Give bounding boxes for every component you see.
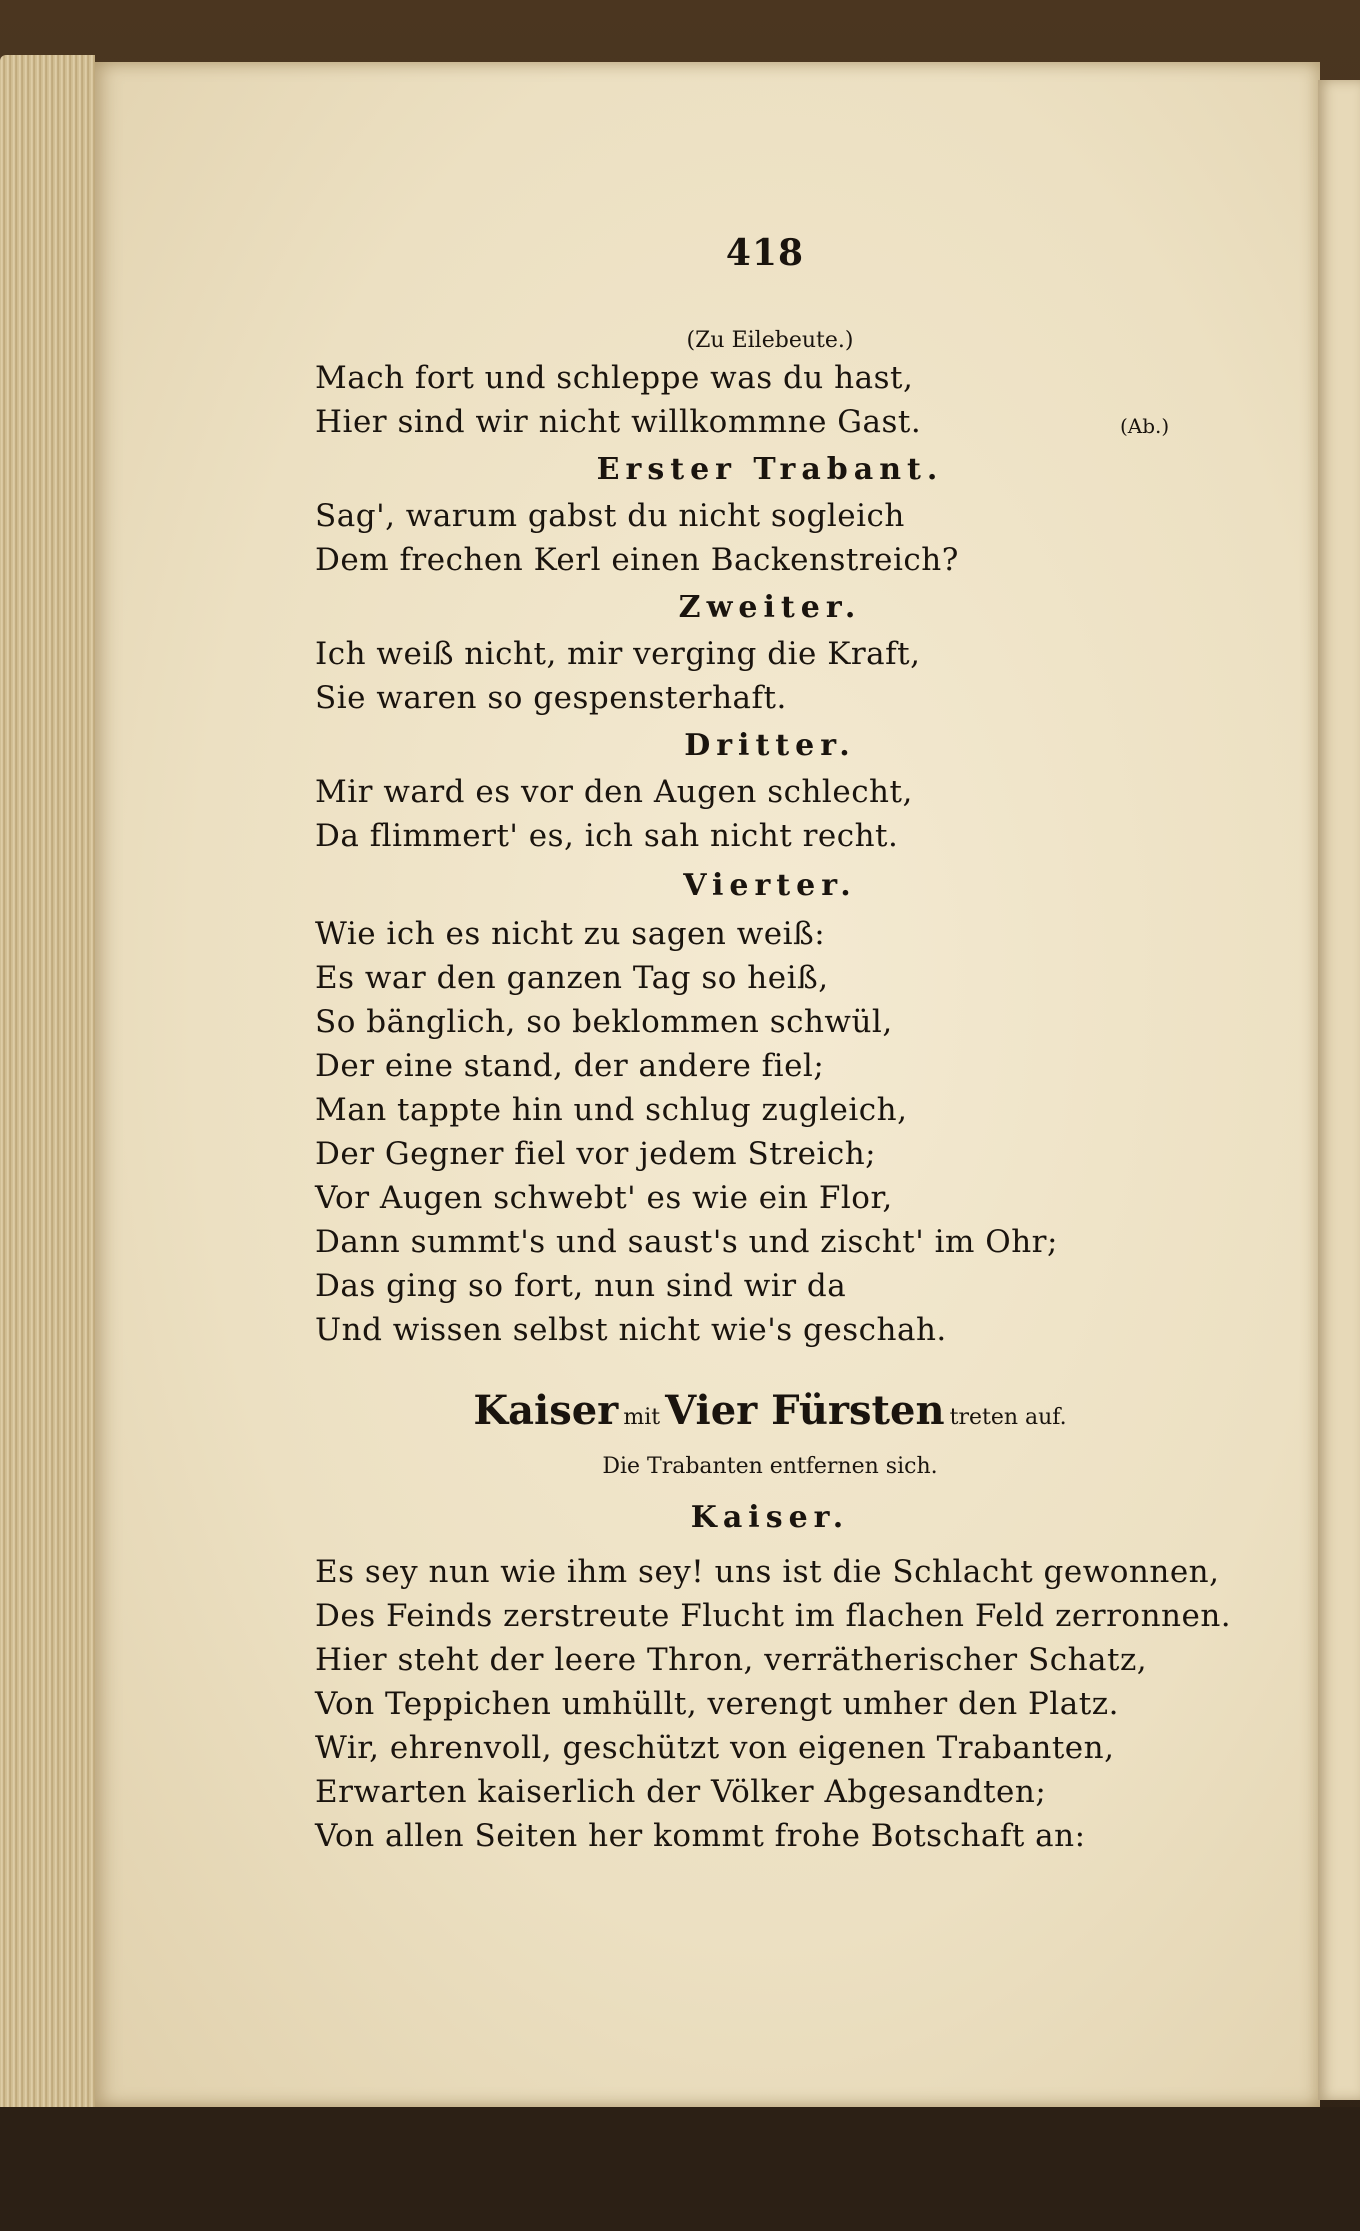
margin-stage-note: (Ab.) — [1120, 414, 1170, 438]
entrance-treten: treten auf. — [949, 1405, 1067, 1430]
verse-line: Hier steht der leere Thron, verrätherischer Schatz, — [315, 1642, 1148, 1678]
entrance-direction — [315, 1387, 1225, 1434]
verse-line: Des Feinds zerstreute Flucht im flachen Feld zerronnen. — [315, 1598, 1232, 1634]
verse-line: Mach fort und schleppe was du hast, — [315, 360, 914, 396]
verse-line: Da flimmert' es, ich sah nicht recht. — [315, 818, 899, 854]
bottom-shadow — [0, 2107, 1360, 2231]
stage-direction: Die Trabanten entfernen sich. — [602, 1454, 938, 1479]
verse-line: Der eine stand, der andere fiel; — [315, 1048, 825, 1084]
verse-line: Von Teppichen umhüllt, verengt umher den Platz. — [315, 1686, 1119, 1722]
verse-line: Von allen Seiten her kommt frohe Botschaft an: — [315, 1818, 1086, 1854]
verse-line: Wir, ehrenvoll, geschützt von eigenen Trabanten, — [315, 1730, 1115, 1766]
speaker-heading: Zweiter. — [678, 590, 862, 625]
stage-direction: (Zu Eilebeute.) — [686, 328, 854, 353]
verse-line: Und wissen selbst nicht wie's geschah. — [315, 1312, 947, 1348]
entrance-mit: mit — [623, 1405, 661, 1430]
page-edges — [0, 55, 95, 2135]
verse-line: Mir ward es vor den Augen schlecht, — [315, 774, 913, 810]
entrance-kaiser: Kaiser — [473, 1387, 619, 1434]
speaker-heading: Dritter. — [684, 728, 856, 763]
verse-line: Der Gegner fiel vor jedem Streich; — [315, 1136, 877, 1172]
speaker-heading: Vierter. — [683, 868, 857, 903]
verse-line: So bänglich, so beklommen schwül, — [315, 1004, 893, 1040]
verse-line: Es war den ganzen Tag so heiß, — [315, 960, 829, 996]
verse-line: Wie ich es nicht zu sagen weiß: — [315, 916, 826, 952]
verse-line: Sag', warum gabst du nicht sogleich — [315, 498, 905, 534]
verse-line: Vor Augen schwebt' es wie ein Flor, — [315, 1180, 893, 1216]
verse-line: Hier sind wir nicht willkommne Gast. — [315, 404, 922, 440]
verse-line: Das ging so fort, nun sind wir da — [315, 1268, 847, 1304]
verse-line: Erwarten kaiserlich der Völker Abgesandten; — [315, 1774, 1047, 1810]
entrance-fuersten: Vier Fürsten — [665, 1387, 945, 1434]
facing-page-edge — [1318, 80, 1360, 2100]
verse-line: Es sey nun wie ihm sey! uns ist die Schlacht gewonnen, — [315, 1554, 1220, 1590]
verse-line: Dann summt's und saust's und zischt' im Ohr; — [315, 1224, 1058, 1260]
speaker-heading: Erster Trabant. — [596, 452, 944, 487]
verse-line: Dem frechen Kerl einen Backenstreich? — [315, 542, 959, 578]
verse-line: Man tappte hin und schlug zugleich, — [315, 1092, 908, 1128]
page-number: 418 — [725, 232, 805, 274]
speaker-heading: Kaiser. — [690, 1500, 850, 1535]
verse-line: Sie waren so gespensterhaft. — [315, 680, 787, 716]
verse-line: Ich weiß nicht, mir verging die Kraft, — [315, 636, 921, 672]
